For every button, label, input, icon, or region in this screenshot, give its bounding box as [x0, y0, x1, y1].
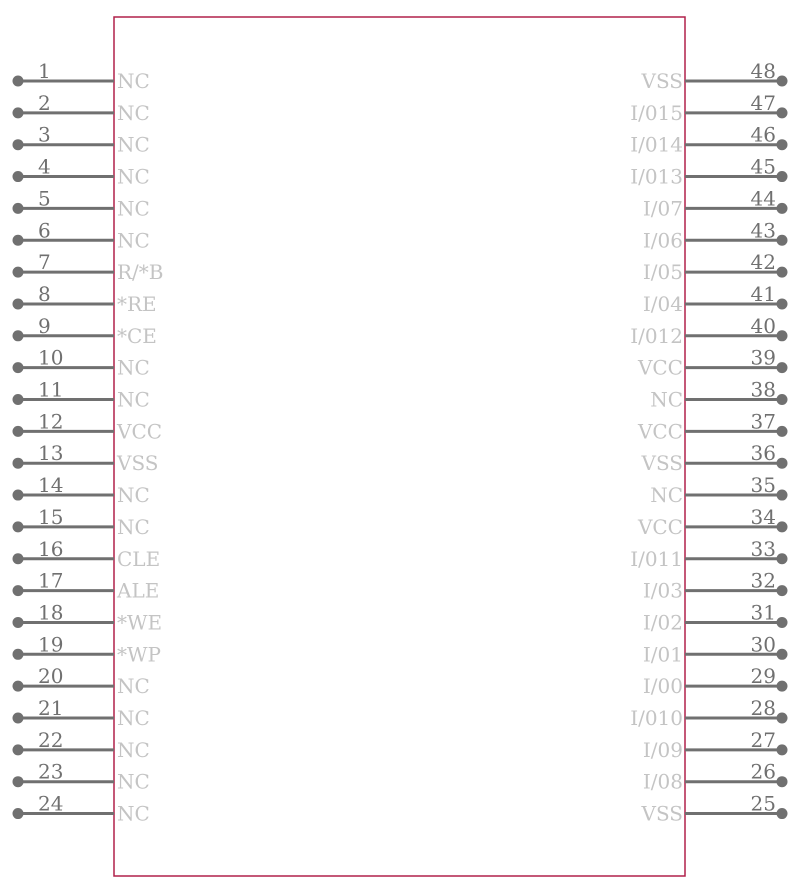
pin-name: VCC — [117, 419, 163, 444]
pin-name: NC — [117, 483, 150, 508]
pin-number: 36 — [750, 441, 776, 466]
pin-6 — [13, 218, 150, 252]
pin-name: I/08 — [642, 769, 683, 794]
pin-39 — [637, 346, 788, 380]
pin-name: VCC — [637, 419, 683, 444]
pin-terminal-dot — [13, 553, 24, 564]
pin-number: 40 — [750, 313, 776, 338]
pin-terminal-dot — [777, 713, 788, 724]
pin-number: 43 — [750, 218, 776, 243]
pin-terminal-dot — [13, 394, 24, 405]
pin-number: 17 — [38, 568, 64, 593]
pin-19 — [13, 632, 162, 666]
pin-number: 24 — [38, 791, 64, 816]
pin-number: 42 — [750, 250, 776, 275]
pin-number: 16 — [38, 536, 64, 561]
pin-38 — [650, 378, 787, 412]
pin-number: 23 — [38, 759, 64, 784]
pin-23 — [13, 760, 150, 794]
pin-terminal-dot — [777, 76, 788, 87]
pin-number: 35 — [750, 473, 776, 498]
pin-terminal-dot — [777, 681, 788, 692]
pin-16 — [13, 537, 161, 571]
pin-number: 38 — [750, 377, 776, 402]
pin-4 — [13, 155, 150, 189]
pin-29 — [643, 664, 788, 698]
pin-number: 29 — [750, 664, 776, 689]
pin-44 — [643, 186, 788, 220]
pin-name: I/02 — [642, 610, 683, 635]
pin-terminal-dot — [777, 553, 788, 564]
pin-number: 21 — [38, 696, 64, 720]
pin-30 — [643, 632, 788, 666]
pin-terminal-dot — [13, 744, 24, 755]
pin-name: I/09 — [642, 737, 683, 762]
pin-terminal-dot — [777, 330, 788, 341]
pin-terminal-dot — [13, 713, 24, 724]
pin-name: I/012 — [630, 323, 683, 348]
pin-name: *CE — [117, 323, 157, 348]
pin-name: CLE — [117, 546, 161, 571]
pin-number: 8 — [38, 281, 51, 306]
pin-terminal-dot — [777, 490, 788, 501]
pin-28 — [630, 696, 787, 730]
pin-terminal-dot — [777, 649, 788, 660]
pin-21 — [13, 696, 150, 730]
pin-terminal-dot — [13, 139, 24, 150]
pin-3 — [13, 123, 150, 157]
pin-2 — [13, 91, 150, 125]
pin-26 — [643, 760, 788, 794]
pin-terminal-dot — [13, 808, 24, 819]
pin-24 — [13, 792, 150, 826]
pin-18 — [13, 600, 163, 634]
pin-number: 9 — [38, 313, 51, 338]
pin-terminal-dot — [13, 171, 24, 182]
pin-number: 44 — [750, 186, 776, 211]
pin-37 — [637, 409, 788, 443]
pin-27 — [643, 728, 788, 762]
pin-number: 20 — [38, 664, 64, 689]
pin-terminal-dot — [13, 649, 24, 660]
pin-number: 5 — [38, 186, 51, 211]
pin-name: NC — [117, 69, 150, 93]
pin-number: 22 — [38, 727, 64, 752]
pin-number: 3 — [38, 122, 51, 147]
pin-terminal-dot — [777, 362, 788, 373]
pin-32 — [643, 569, 788, 603]
pin-25 — [641, 792, 788, 826]
pin-terminal-dot — [777, 776, 788, 787]
pin-name: R/*B — [117, 260, 164, 285]
pin-number: 39 — [750, 345, 776, 370]
pin-name: I/011 — [630, 546, 683, 571]
pin-terminal-dot — [777, 235, 788, 246]
pin-terminal-dot — [13, 235, 24, 246]
left-pin-group — [13, 59, 164, 826]
pin-number: 46 — [750, 122, 776, 147]
pin-14 — [13, 473, 150, 507]
pin-terminal-dot — [777, 394, 788, 405]
right-pin-group — [630, 59, 787, 826]
pin-terminal-dot — [777, 139, 788, 150]
pin-name: I/03 — [642, 578, 683, 603]
pin-terminal-dot — [13, 490, 24, 501]
pin-number: 32 — [750, 568, 776, 593]
pin-10 — [13, 346, 150, 380]
pin-34 — [637, 505, 788, 539]
pin-terminal-dot — [777, 298, 788, 309]
pin-name: I/00 — [642, 674, 683, 699]
pin-47 — [630, 91, 787, 125]
pin-name: NC — [117, 387, 150, 412]
pin-45 — [630, 155, 787, 189]
pin-name: NC — [117, 706, 150, 730]
pin-terminal-dot — [13, 521, 24, 532]
pin-terminal-dot — [777, 744, 788, 755]
pin-terminal-dot — [777, 107, 788, 118]
pin-name: *RE — [117, 291, 157, 316]
pin-name: I/06 — [642, 228, 683, 253]
pin-12 — [13, 409, 163, 443]
pin-terminal-dot — [777, 426, 788, 437]
pin-41 — [643, 282, 788, 316]
pin-48 — [641, 59, 788, 93]
pin-number: 13 — [38, 441, 64, 466]
pin-number: 15 — [38, 504, 64, 529]
pin-number: 7 — [38, 250, 51, 275]
pin-name: NC — [117, 769, 150, 794]
pin-terminal-dot — [13, 107, 24, 118]
pin-number: 10 — [38, 345, 64, 370]
pin-name: VSS — [641, 801, 683, 826]
pin-number: 28 — [750, 696, 776, 720]
pin-terminal-dot — [777, 808, 788, 819]
pin-46 — [630, 123, 787, 157]
pin-number: 34 — [750, 504, 776, 529]
pin-name: I/01 — [642, 642, 683, 667]
pin-33 — [630, 537, 787, 571]
pin-terminal-dot — [777, 458, 788, 469]
pin-5 — [13, 186, 150, 220]
pin-name: NC — [117, 196, 150, 221]
pin-20 — [13, 664, 150, 698]
pin-number: 6 — [38, 218, 51, 243]
pin-terminal-dot — [13, 617, 24, 628]
pin-name: ALE — [117, 578, 160, 603]
pin-name: I/05 — [642, 260, 683, 285]
pin-number: 1 — [38, 59, 51, 83]
pin-number: 4 — [38, 154, 51, 179]
pin-1 — [13, 59, 150, 93]
pin-terminal-dot — [777, 521, 788, 532]
pin-name: *WE — [117, 610, 163, 635]
pin-number: 2 — [38, 90, 51, 115]
pin-number: 30 — [750, 632, 776, 657]
pin-terminal-dot — [13, 298, 24, 309]
pin-terminal-dot — [13, 203, 24, 214]
pin-name: NC — [117, 228, 150, 253]
pin-name: I/07 — [642, 196, 683, 221]
pin-number: 48 — [750, 59, 776, 83]
pin-terminal-dot — [13, 267, 24, 278]
pin-7 — [13, 250, 164, 284]
pin-name: VSS — [117, 451, 159, 476]
pin-number: 26 — [750, 759, 776, 784]
pin-terminal-dot — [777, 171, 788, 182]
pin-terminal-dot — [777, 203, 788, 214]
pin-11 — [13, 378, 150, 412]
pin-number: 33 — [750, 536, 776, 561]
pin-13 — [13, 441, 159, 475]
pin-terminal-dot — [13, 776, 24, 787]
pin-number: 25 — [750, 791, 776, 816]
pin-number: 41 — [750, 281, 776, 306]
pin-number: 18 — [38, 600, 64, 625]
pin-terminal-dot — [777, 267, 788, 278]
pin-number: 37 — [750, 409, 776, 434]
pin-22 — [13, 728, 150, 762]
pin-name: VSS — [641, 69, 683, 93]
pin-31 — [643, 600, 788, 634]
pin-name: NC — [117, 801, 150, 826]
pin-number: 12 — [38, 409, 64, 434]
pin-name: I/013 — [630, 164, 683, 189]
pin-terminal-dot — [13, 426, 24, 437]
pin-name: VCC — [637, 355, 683, 380]
pin-name: NC — [117, 674, 150, 699]
pin-name: I/04 — [642, 291, 683, 316]
pin-name: VCC — [637, 514, 683, 539]
pin-terminal-dot — [13, 362, 24, 373]
pin-terminal-dot — [777, 617, 788, 628]
pin-name: NC — [117, 737, 150, 762]
pin-40 — [630, 314, 787, 348]
pin-name: *WP — [117, 642, 162, 667]
pin-name: NC — [117, 514, 150, 539]
pin-name: I/010 — [630, 706, 683, 730]
pin-terminal-dot — [13, 458, 24, 469]
pin-36 — [641, 441, 788, 475]
pin-name: I/015 — [630, 100, 683, 125]
pin-name: NC — [117, 164, 150, 189]
pin-8 — [13, 282, 157, 316]
pin-terminal-dot — [13, 330, 24, 341]
pin-terminal-dot — [13, 76, 24, 87]
pin-name: NC — [117, 132, 150, 157]
pin-17 — [13, 569, 160, 603]
pin-terminal-dot — [777, 585, 788, 596]
pin-9 — [13, 314, 157, 348]
pin-name: NC — [650, 387, 683, 412]
component-body-outline — [114, 17, 685, 876]
pin-15 — [13, 505, 150, 539]
pin-name: NC — [650, 483, 683, 508]
pin-number: 45 — [750, 154, 776, 179]
pin-number: 27 — [750, 727, 776, 752]
pin-name: I/014 — [630, 132, 683, 157]
pin-terminal-dot — [13, 585, 24, 596]
pin-name: NC — [117, 100, 150, 125]
pin-name: NC — [117, 355, 150, 380]
pin-name: VSS — [641, 451, 683, 476]
pin-number: 11 — [38, 377, 64, 402]
pin-number: 31 — [750, 600, 776, 625]
pin-number: 19 — [38, 632, 64, 657]
pin-number: 14 — [38, 473, 64, 498]
pin-terminal-dot — [13, 681, 24, 692]
pin-43 — [643, 218, 788, 252]
pin-42 — [643, 250, 788, 284]
pin-35 — [650, 473, 787, 507]
pin-number: 47 — [750, 90, 776, 115]
